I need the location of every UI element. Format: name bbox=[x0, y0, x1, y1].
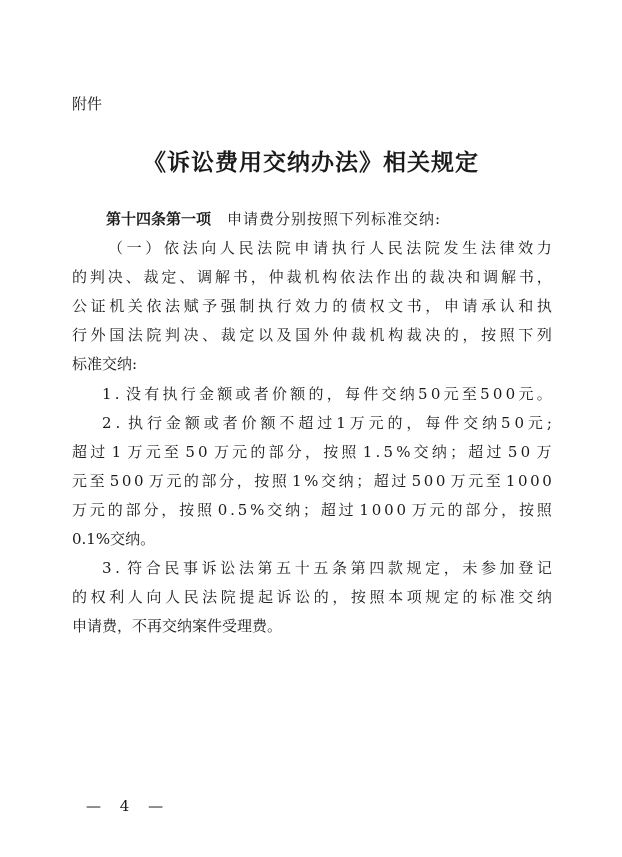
item1-line: 行 外 国 法 院 判 决 、 裁 定 以 及 国 外 仲 裁 机 构 裁 决 的 ， 按 照 下 列 bbox=[72, 326, 552, 345]
document-body bbox=[72, 205, 552, 641]
sub2-line: 元 至 5 0 0 万 元 的 部 分 ， 按 照 1 % 交 纳 ； 超 过 5 0 0 万 元 至 1 0 0 0 bbox=[72, 471, 552, 490]
sub2-line: 2 . 执 行 金 额 或 者 价 额 不 超 过 1 万 元 的 ， 每 件 交 纳 5 0 元 ; bbox=[102, 413, 552, 432]
sub2-line: 0.1%交纳。 bbox=[72, 530, 156, 549]
item1-line: 的 判 决 、 裁 定 、 调 解 书 ， 仲 裁 机 构 依 法 作 出 的 裁 决 和 调 解 书 ， bbox=[72, 268, 552, 287]
sub2-line: 超 过 1 万 元 至 5 0 万 元 的 部 分 ， 按 照 1 . 5 % 交 纳 ； 超 过 5 0 万 bbox=[72, 442, 552, 461]
sub3-line: 3 . 符 合 民 事 诉 讼 法 第 五 十 五 条 第 四 款 规 定 ， 未 参 加 登 记 bbox=[102, 559, 552, 578]
item1-line: （ 一 ） 依 法 向 人 民 法 院 申 请 执 行 人 民 法 院 发 生 法 律 效 力 bbox=[108, 239, 552, 258]
sub-item-1: 1 . 没 有 执 行 金 额 或 者 价 额 的 ， 每 件 交 纳 5 0 元 至 5 0 0 元 。 bbox=[102, 384, 552, 403]
footer-dash-left: — bbox=[86, 797, 101, 815]
article-intro: 申请费分别按照下列标准交纳: bbox=[227, 210, 442, 228]
page-number: 4 bbox=[119, 797, 130, 815]
item1-line: 标准交纳: bbox=[72, 355, 138, 374]
document-title: 《诉讼费用交纳办法》相关规定 bbox=[143, 149, 479, 176]
sub3-line: 申请费，不再交纳案件受理费。 bbox=[72, 617, 283, 636]
page-footer bbox=[86, 797, 163, 815]
item1-line: 公 证 机 关 依 法 赋 予 强 制 执 行 效 力 的 债 权 文 书 ， 申 请 承 认 和 执 bbox=[72, 297, 552, 316]
sub2-line: 万 元 的 部 分 ， 按 照 0 . 5 % 交 纳 ； 超 过 1 0 0 0 万 元 的 部 分 ， 按 照 bbox=[72, 500, 552, 519]
footer-dash-right: — bbox=[148, 797, 164, 815]
article-line bbox=[72, 205, 552, 234]
attachment-label: 附件 bbox=[72, 95, 103, 113]
sub3-line: 的 权 利 人 向 人 民 法 院 提 起 诉 讼 的 ， 按 照 本 项 规 定 的 标 准 交 纳 bbox=[72, 588, 552, 607]
article-heading: 第十四条第一项 bbox=[106, 210, 212, 228]
